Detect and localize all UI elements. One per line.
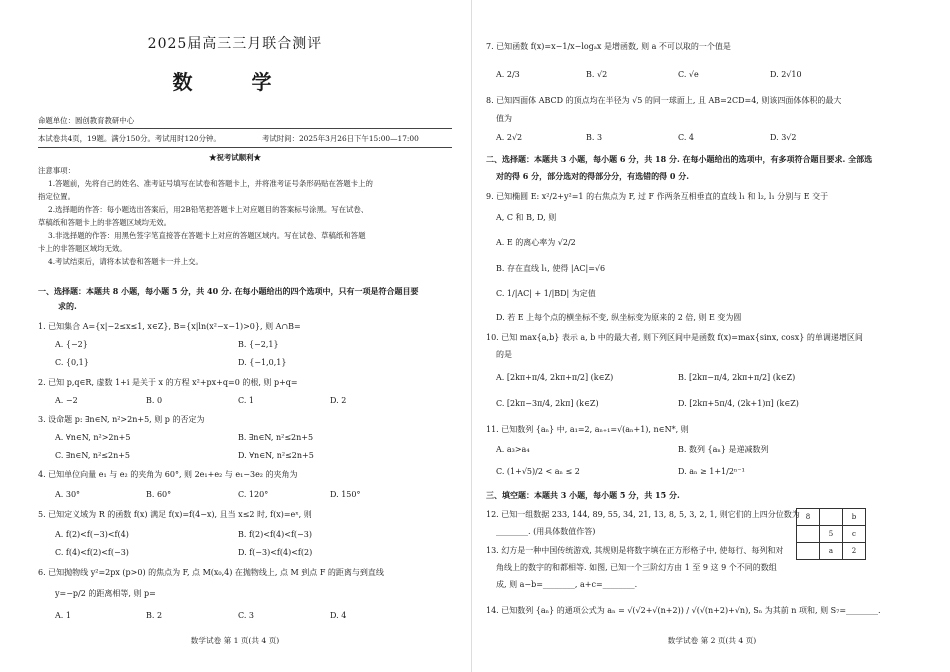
q1-option-c: C. {0,1} xyxy=(55,358,89,367)
question-3-stem: 3. 设命题 p: ∃n∈N, n²>2n+5, 则 p 的否定为 xyxy=(38,415,205,424)
q5-option-d: D. f(−3)<f(4)<f(2) xyxy=(238,548,313,557)
q5-option-b: B. f(2)<f(4)<f(−3) xyxy=(238,530,312,539)
q5-option-a: A. f(2)<f(−3)<f(4) xyxy=(55,530,129,539)
section-1-heading-cont: 求的. xyxy=(58,301,77,311)
q4-option-c: C. 120° xyxy=(238,490,269,499)
note-line: 4.考试结束后，请将本试卷和答题卡一并上交。 xyxy=(48,257,203,266)
q1-option-d: D. {−1,0,1} xyxy=(238,358,287,367)
note-line: 草稿纸和答题卡上的非答题区域均无效。 xyxy=(38,218,172,227)
note-line: 1.答题前，先将自己的姓名、准考证号填写在试卷和答题卡上，并将准考证号条形码贴在答题卡上的 xyxy=(48,179,373,188)
question-8-stem: 8. 已知四面体 ABCD 的顶点均在半径为 √5 的同一球面上, 且 AB=2CD=4, 则该四面体体积的最大 xyxy=(486,96,842,105)
q9-option-d: D. 若 E 上每个点的横坐标不变, 纵坐标变为原来的 2 倍, 则 E 变为圆 xyxy=(496,313,742,322)
q3-option-a: A. ∀n∈N, n²>2n+5 xyxy=(55,433,131,442)
q10-option-b: B. [2kπ−π/4, 2kπ+π/2] (k∈Z) xyxy=(678,373,796,382)
q8-option-a: A. 2√2 xyxy=(496,133,523,142)
section-3-heading: 三、填空题：本题共 3 小题，每小题 5 分，共 15 分. xyxy=(486,490,680,500)
magic-square-cell: a xyxy=(820,543,843,560)
magic-square-grid xyxy=(796,508,866,560)
q10-option-c: C. [2kπ−3π/4, 2kπ] (k∈Z) xyxy=(496,399,599,408)
q1-option-b: B. {−2,1} xyxy=(238,340,279,349)
exam-time: 考试时间：2025年3月26日下午15:00—17:00 xyxy=(262,134,419,143)
question-11-stem: 11. 已知数列 {aₙ} 中, a₁=2, aₙ₊₁=√(aₙ+1), n∈N*, 则 xyxy=(486,425,689,434)
q8-option-c: C. 4 xyxy=(678,133,695,142)
q11-option-d: D. aₙ ≥ 1+1/2ⁿ⁻¹ xyxy=(678,467,745,476)
q7-option-b: B. √2 xyxy=(586,70,608,79)
q7-option-a: A. 2/3 xyxy=(496,70,520,79)
q11-option-a: A. a₃>a₄ xyxy=(496,445,530,454)
q10-option-a: A. [2kπ+π/4, 2kπ+π/2] (k∈Z) xyxy=(496,373,614,382)
question-10-stem: 10. 已知 max{a,b} 表示 a, b 中的最大者, 则下列区间中是函数 f(x)=max{sinx, cosx} 的单调递增区间 xyxy=(486,333,863,342)
q4-option-d: D. 150° xyxy=(330,490,361,499)
q3-option-c: C. ∃n∈N, n²≤2n+5 xyxy=(55,451,131,460)
q5-option-c: C. f(4)<f(2)<f(−3) xyxy=(55,548,129,557)
q4-option-a: A. 30° xyxy=(55,490,81,499)
question-6-stem: 6. 已知抛物线 y²=2px (p>0) 的焦点为 F, 点 M(x₀,4) 在抛物线上, 点 M 到点 F 的距离与到直线 xyxy=(38,568,384,577)
magic-square-cell xyxy=(797,526,820,543)
q9-option-b: B. 存在直线 l₁, 使得 |AC|=√6 xyxy=(496,264,606,273)
question-2-stem: 2. 已知 p,q∈R, 虚数 1+i 是关于 x 的方程 x²+px+q=0 的根, 则 p+q= xyxy=(38,378,298,387)
magic-square-cell xyxy=(820,509,843,526)
magic-square-cell: 2 xyxy=(843,543,866,560)
q7-option-c: C. √e xyxy=(678,70,699,79)
q11-option-b: B. 数列 {aₙ} 是递减数列 xyxy=(678,445,769,454)
q8-option-b: B. 3 xyxy=(586,133,603,142)
magic-square-cell: c xyxy=(843,526,866,543)
section-2-heading-cont: 对的得 6 分，部分选对的得部分分，有选错的得 0 分. xyxy=(496,171,690,181)
note-line: 指定位置。 xyxy=(38,192,75,201)
magic-square-cell: b xyxy=(843,509,866,526)
q6-option-b: B. 2 xyxy=(146,611,163,620)
q9-option-a: A. E 的离心率为 √2/2 xyxy=(496,238,576,247)
q7-option-d: D. 2√10 xyxy=(770,70,802,79)
q8-option-d: D. 3√2 xyxy=(770,133,797,142)
question-7-stem: 7. 已知函数 f(x)=x−1/x−logₐx 是增函数, 则 a 不可以取的一个值是 xyxy=(486,42,731,51)
q6-option-a: A. 1 xyxy=(55,611,71,620)
q11-option-c: C. (1+√5)/2 < aₙ ≤ 2 xyxy=(496,467,580,476)
question-4-stem: 4. 已知单位向量 e₁ 与 e₂ 的夹角为 60°, 则 2e₁+e₂ 与 e₁−3e₂ 的夹角为 xyxy=(38,470,298,479)
question-6-stem-cont: y=−p/2 的距离相等, 则 p= xyxy=(55,589,156,598)
q2-option-b: B. 0 xyxy=(146,396,163,405)
q10-option-d: D. [2kπ+5π/4, (2k+1)π] (k∈Z) xyxy=(678,399,799,408)
question-13-stem: 13. 幻方是一种中国传统游戏, 其规则是将数字填在正方形格子中, 使每行、每列和对 xyxy=(486,546,784,555)
q6-option-d: D. 4 xyxy=(330,611,347,620)
notes-heading: 注意事项： xyxy=(38,166,75,175)
q3-option-d: D. ∀n∈N, n²≤2n+5 xyxy=(238,451,314,460)
section-1-heading: 一、选择题：本题共 8 小题，每小题 5 分，共 40 分. 在每小题给出的四个选项中，只有一项是符合题目要 xyxy=(38,286,419,296)
question-13-stem-cont2: 成, 则 a−b=________, a+c=________. xyxy=(496,580,638,589)
good-luck-banner: ★祝考试顺利★ xyxy=(209,153,261,162)
section-2-heading: 二、选择题：本题共 3 小题，每小题 6 分，共 18 分. 在每小题给出的选项中，有多项符合题目要求. 全部选 xyxy=(486,154,873,164)
page-footer: 数学试卷 第 2 页(共 4 页) xyxy=(667,636,757,645)
subject-title: 数 学 xyxy=(172,70,298,94)
setter-line: 命题单位：圆创教育教研中心 xyxy=(38,116,135,125)
question-1-stem: 1. 已知集合 A={x|−2≤x≤1, x∈Z}, B={x|ln(x²−x−1)>0}, 则 A∩B= xyxy=(38,322,301,331)
question-9-stem-cont: A, C 和 B, D, 则 xyxy=(496,213,557,222)
q3-option-b: B. ∃n∈N, n²≤2n+5 xyxy=(238,433,314,442)
q2-option-d: D. 2 xyxy=(330,396,347,405)
exam-title: 2025届高三三月联合测评 xyxy=(147,36,323,52)
q6-option-c: C. 3 xyxy=(238,611,255,620)
question-12-stem-cont: ________. (用具体数值作答) xyxy=(496,527,596,536)
question-5-stem: 5. 已知定义域为 R 的函数 f(x) 满足 f(x)=f(4−x), 且当 x≤2 时, f(x)=eˣ, 则 xyxy=(38,510,312,519)
exam-page-2 xyxy=(474,0,950,672)
note-line: 卡上的非答题区域均无效。 xyxy=(38,244,127,253)
note-line: 2.选择题的作答：每小题选出答案后，用2B铅笔把答题卡上对应题目的答案标号涂黑。写在试卷、 xyxy=(48,205,369,214)
page-footer: 数学试卷 第 1 页(共 4 页) xyxy=(190,636,280,645)
magic-square-cell: 5 xyxy=(820,526,843,543)
exam-info-left: 本试卷共4页，19题。满分150分。考试用时120分钟。 xyxy=(38,134,221,143)
magic-square-cell xyxy=(797,543,820,560)
question-9-stem: 9. 已知椭圆 E: x²/2+y²=1 的右焦点为 F, 过 F 作两条互相垂直的直线 l₁ 和 l₂, l₁ 分别与 E 交于 xyxy=(486,192,829,201)
question-8-stem-cont: 值为 xyxy=(496,114,512,123)
q1-option-a: A. {−2} xyxy=(55,340,88,349)
question-14-stem: 14. 已知数列 {aₙ} 的通项公式为 aₙ = √(√2+√(n+2)) / √(√(n+2)+√n), Sₙ 为其前 n 项和, 则 S₇=________. xyxy=(486,606,881,615)
q4-option-b: B. 60° xyxy=(146,490,172,499)
q2-option-c: C. 1 xyxy=(238,396,255,405)
exam-page-1 xyxy=(0,0,470,672)
q9-option-c: C. 1/|AC| + 1/|BD| 为定值 xyxy=(496,289,596,298)
page-divider xyxy=(471,0,472,672)
note-line: 3.非选择题的作答：用黑色签字笔直接答在答题卡上对应的答题区域内。写在试卷、草稿纸和答题 xyxy=(48,231,366,240)
magic-square-cell: 8 xyxy=(797,509,820,526)
q2-option-a: A. −2 xyxy=(55,396,78,405)
question-13-stem-cont: 角线上的数字的和都相等. 如图, 已知一个三阶幻方由 1 至 9 这 9 个不同的数组 xyxy=(496,563,777,572)
question-10-stem-cont: 的是 xyxy=(496,350,512,359)
question-12-stem: 12. 已知一组数据 233, 144, 89, 55, 34, 21, 13, 8, 5, 3, 2, 1, 则它们的上四分位数为 xyxy=(486,510,800,519)
